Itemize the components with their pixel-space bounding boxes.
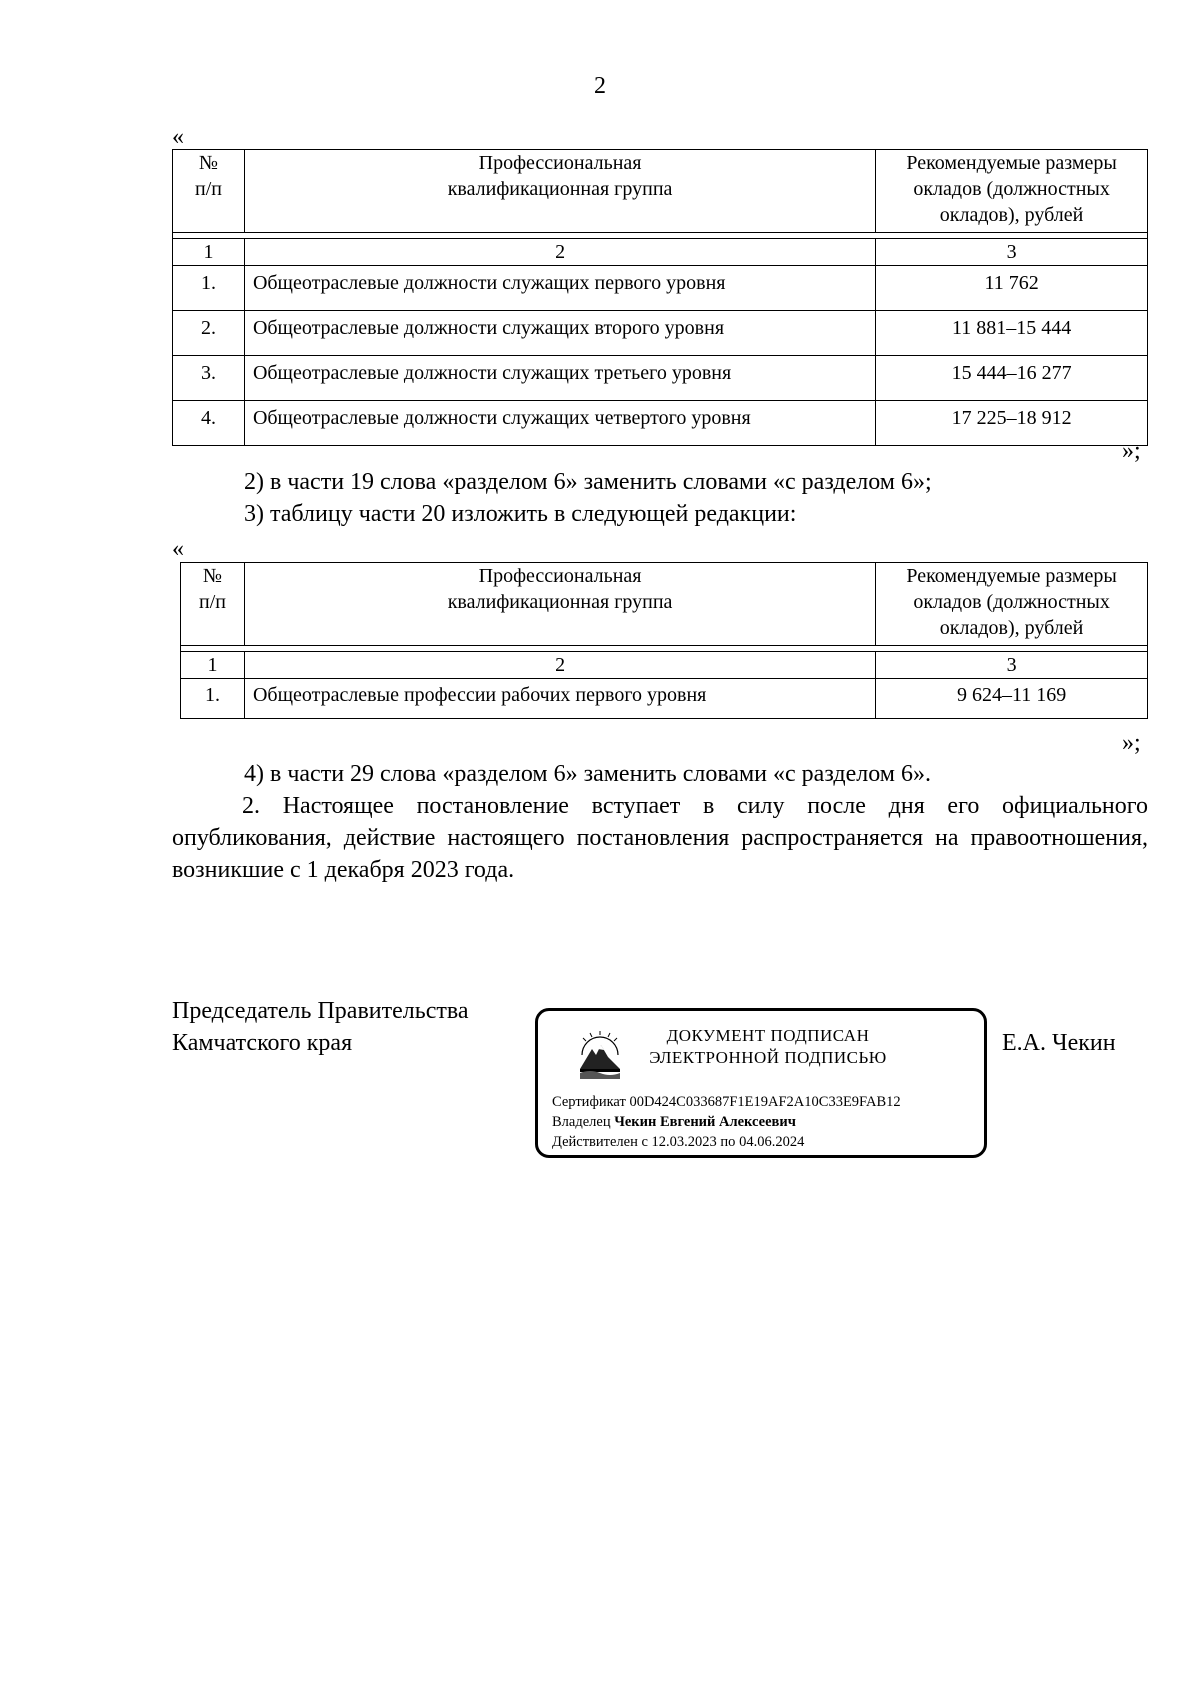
col-number: 3	[876, 652, 1148, 679]
table-row	[173, 266, 1148, 311]
signatory-name: Е.А. Чекин	[1002, 1030, 1116, 1056]
row-group: Общеотраслевые должности служащих второго уровня	[244, 311, 875, 356]
table-header-row	[181, 563, 1148, 646]
item-4: 4) в части 29 слова «разделом 6» заменить словами «с разделом 6».	[244, 761, 931, 787]
row-group: Общеотраслевые должности служащих четвертого уровня	[244, 401, 875, 446]
valid-to-label: по	[720, 1134, 736, 1150]
col-number: 3	[876, 239, 1148, 266]
item-2: 2) в части 19 слова «разделом 6» заменить словами «с разделом 6»;	[244, 469, 932, 495]
row-num: 2.	[173, 311, 245, 356]
row-salary: 11 881–15 444	[876, 311, 1148, 356]
close-quote-1: »;	[1122, 438, 1141, 464]
header-salary: Рекомендуемые размеры окладов (должностных окладов), рублей	[876, 150, 1148, 233]
signatory-position	[172, 995, 469, 1059]
stamp-owner-line	[552, 1113, 796, 1131]
col-number: 1	[181, 652, 245, 679]
stamp-title-line1: ДОКУМЕНТ ПОДПИСАН	[666, 1026, 870, 1045]
row-group: Общеотраслевые профессии рабочих первого уровня	[244, 679, 875, 719]
row-group: Общеотраслевые должности служащих третьего уровня	[244, 356, 875, 401]
row-salary: 9 624–11 169	[876, 679, 1148, 719]
table-header-row	[173, 150, 1148, 233]
kamchatka-emblem-icon	[574, 1029, 626, 1081]
stamp-title-line2: ЭЛЕКТРОННОЙ ПОДПИСЬЮ	[649, 1048, 887, 1067]
stamp-validity-line	[552, 1133, 804, 1151]
valid-to: 04.06.2024	[739, 1134, 805, 1150]
col-number: 2	[244, 652, 875, 679]
row-salary: 15 444–16 277	[876, 356, 1148, 401]
header-group: Профессиональная квалификационная группа	[244, 150, 875, 233]
open-quote-1: «	[172, 124, 184, 150]
point-2: 2. Настоящее постановление вступает в силу после дня его официального опубликования, действие настоящего постановления распространяется на правоотношения, возникшие с 1 декабря 2023 года.	[172, 793, 1148, 883]
table-row	[173, 356, 1148, 401]
header-salary: Рекомендуемые размеры окладов (должностных окладов), рублей	[876, 563, 1148, 646]
certificate-value: 00D424C033687F1E19AF2A10C33E9FAB12	[629, 1094, 901, 1110]
table-row	[173, 311, 1148, 356]
row-salary: 17 225–18 912	[876, 401, 1148, 446]
table-row	[181, 679, 1148, 719]
row-group: Общеотраслевые должности служащих первого уровня	[244, 266, 875, 311]
row-num: 4.	[173, 401, 245, 446]
certificate-label: Сертификат	[552, 1094, 626, 1110]
col-number: 1	[173, 239, 245, 266]
col-number: 2	[244, 239, 875, 266]
page-number: 2	[594, 73, 606, 99]
row-num: 1.	[181, 679, 245, 719]
item-3: 3) таблицу части 20 изложить в следующей редакции:	[244, 501, 797, 527]
row-num: 1.	[173, 266, 245, 311]
valid-label: Действителен с	[552, 1134, 648, 1150]
salary-table-1	[172, 149, 1148, 446]
signatory-position-line1: Председатель Правительства	[172, 998, 469, 1024]
header-num: № п/п	[173, 150, 245, 233]
close-quote-2: »;	[1122, 730, 1141, 756]
salary-table-2	[180, 562, 1148, 719]
stamp-certificate-line	[552, 1093, 901, 1111]
row-num: 3.	[173, 356, 245, 401]
valid-from: 12.03.2023	[651, 1134, 717, 1150]
owner-value: Чекин Евгений Алексеевич	[614, 1114, 796, 1130]
column-numbers-row	[173, 239, 1148, 266]
row-salary: 11 762	[876, 266, 1148, 311]
owner-label: Владелец	[552, 1114, 611, 1130]
table-row	[173, 401, 1148, 446]
column-numbers-row	[181, 652, 1148, 679]
open-quote-2: «	[172, 536, 184, 562]
signatory-position-line2: Камчатского края	[172, 1030, 353, 1056]
electronic-signature-stamp	[535, 1008, 987, 1158]
stamp-title	[648, 1025, 888, 1069]
header-num: № п/п	[181, 563, 245, 646]
header-group: Профессиональная квалификационная группа	[244, 563, 875, 646]
